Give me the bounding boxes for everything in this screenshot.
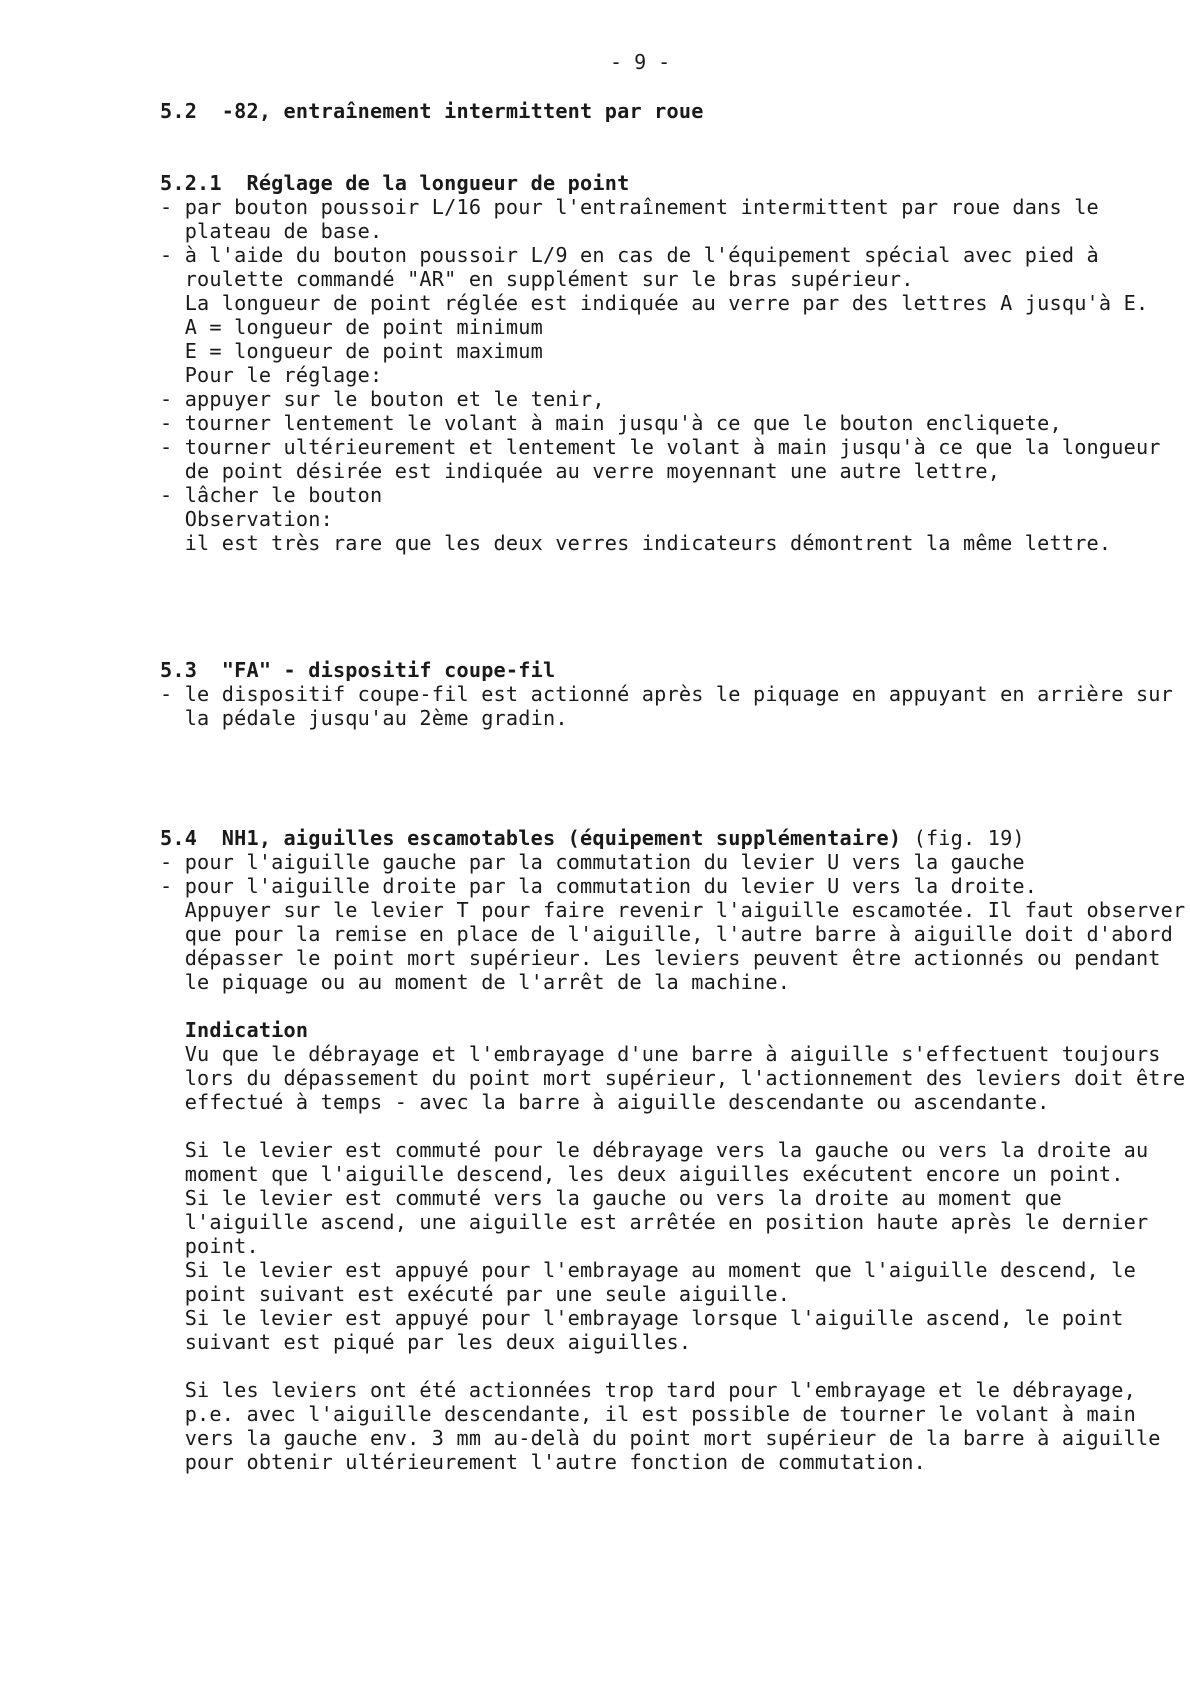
text-line: dépasser le point mort supérieur. Les leviers peuvent être actionnés ou pendant (160, 946, 1161, 970)
text-line: Si le levier est commuté pour le débrayage vers la gauche ou vers la droite au (160, 1138, 1149, 1162)
text-line: Observation: (160, 507, 333, 531)
text-line: Si le levier est commuté vers la gauche ou vers la droite au moment que (160, 1186, 1062, 1210)
text-line: vers la gauche env. 3 mm au-delà du point mort supérieur de la barre à aiguille (160, 1426, 1161, 1450)
text-line: p.e. avec l'aiguille descendante, il est possible de tourner le volant à main (160, 1402, 1136, 1426)
text-line: point suivant est exécuté par une seule aiguille. (160, 1282, 791, 1306)
text-line: pour obtenir ultérieurement l'autre fonction de commutation. (160, 1450, 926, 1474)
text-line: lors du dépassement du point mort supérieur, l'actionnement des leviers doit être (160, 1066, 1186, 1090)
text-line: - pour l'aiguille droite par la commutation du levier U vers la droite. (160, 874, 1038, 898)
text-line: Si les leviers ont été actionnées trop tard pour l'embrayage et le débrayage, (160, 1378, 1136, 1402)
section-5-2-1-heading: 5.2.1 Réglage de la longueur de point (160, 171, 630, 195)
text-line: il est très rare que les deux verres indicateurs démontrent la même lettre. (160, 531, 1112, 555)
text-line: - tourner ultérieurement et lentement le volant à main jusqu'à ce que la longueur (160, 435, 1161, 459)
section-5-4-heading: 5.4 NH1, aiguilles escamotables (équipement supplémentaire) (160, 826, 902, 850)
text-line: La longueur de point réglée est indiquée au verre par des lettres A jusqu'à E. (160, 291, 1149, 315)
text-line: - à l'aide du bouton poussoir L/9 en cas de l'équipement spécial avec pied à (160, 243, 1099, 267)
text-line: Appuyer sur le levier T pour faire revenir l'aiguille escamotée. Il faut observer (160, 898, 1186, 922)
section-5-4-heading-line (160, 826, 1025, 850)
text-line: le piquage ou au moment de l'arrêt de la machine. (160, 970, 791, 994)
text-line: de point désirée est indiquée au verre moyennant une autre lettre, (160, 459, 1001, 483)
text-line: plateau de base. (160, 219, 383, 243)
text-line: - le dispositif coupe-fil est actionné après le piquage en appuyant en arrière sur (160, 682, 1174, 706)
text-line: que pour la remise en place de l'aiguille, l'autre barre à aiguille doit d'abord (160, 922, 1174, 946)
text-line: Si le levier est appuyé pour l'embrayage au moment que l'aiguille descend, le (160, 1258, 1136, 1282)
indication-heading: Indication (160, 1018, 309, 1042)
section-5-3-heading: 5.3 "FA" - dispositif coupe-fil (160, 658, 556, 682)
text-line: effectué à temps - avec la barre à aiguille descendante ou ascendante. (160, 1090, 1050, 1114)
text-line: E = longueur de point maximum (160, 339, 543, 363)
text-line: moment que l'aiguille descend, les deux aiguilles exécutent encore un point. (160, 1162, 1124, 1186)
text-line: point. (160, 1234, 259, 1258)
text-line: suivant est piqué par les deux aiguilles. (160, 1330, 692, 1354)
text-line: Si le levier est appuyé pour l'embrayage lorsque l'aiguille ascend, le point (160, 1306, 1124, 1330)
text-line: roulette commandé "AR" en supplément sur le bras supérieur. (160, 267, 914, 291)
section-5-2-heading: 5.2 -82, entraînement intermittent par roue (160, 99, 704, 123)
text-line: l'aiguille ascend, une aiguille est arrêtée en position haute après le dernier (160, 1210, 1149, 1234)
text-line: la pédale jusqu'au 2ème gradin. (160, 706, 568, 730)
text-line: Pour le réglage: (160, 363, 383, 387)
text-line: A = longueur de point minimum (160, 315, 543, 339)
text-line: - appuyer sur le bouton et le tenir, (160, 387, 605, 411)
text-line: - par bouton poussoir L/16 pour l'entraînement intermittent par roue dans le (160, 195, 1099, 219)
text-line: - pour l'aiguille gauche par la commutation du levier U vers la gauche (160, 850, 1025, 874)
text-line: - tourner lentement le volant à main jusqu'à ce que le bouton encliquete, (160, 411, 1062, 435)
figure-reference: (fig. 19) (901, 826, 1025, 850)
page-number: - 9 - (610, 50, 671, 74)
text-line: - lâcher le bouton (160, 483, 383, 507)
text-line: Vu que le débrayage et l'embrayage d'une barre à aiguille s'effectuent toujours (160, 1042, 1161, 1066)
